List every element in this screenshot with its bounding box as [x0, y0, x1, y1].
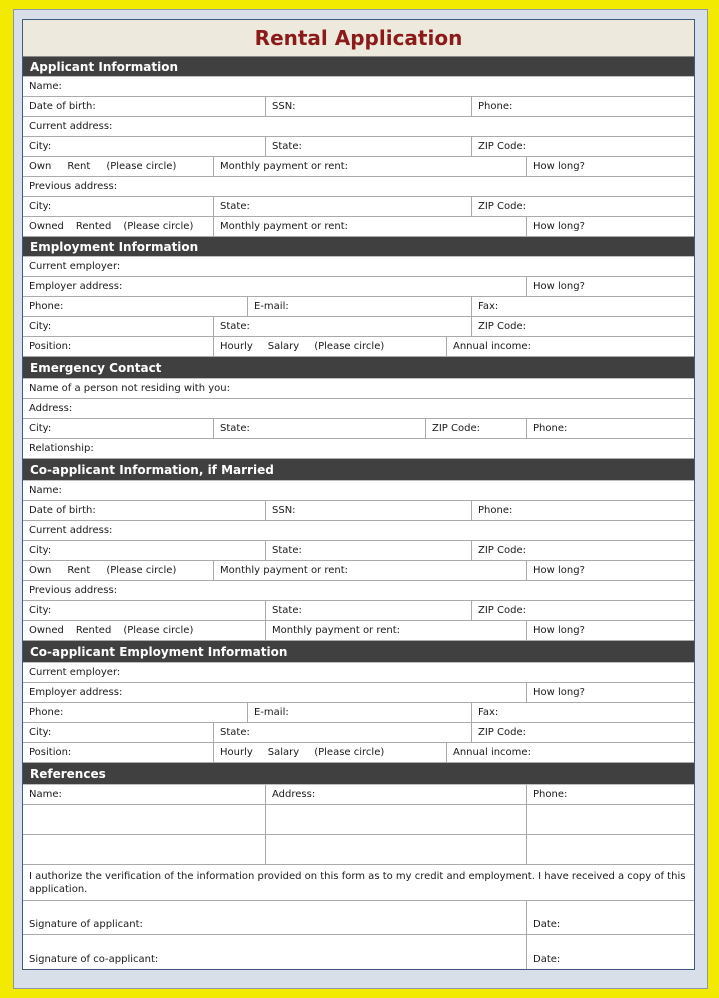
- coapplicant-previous-address-field[interactable]: Previous address:: [29, 585, 118, 596]
- employer-fax-field[interactable]: Fax:: [478, 301, 499, 312]
- applicant-prev-how-long-field[interactable]: How long?: [533, 221, 585, 232]
- co-employment-position-row: [23, 743, 694, 763]
- co-employer-city-field[interactable]: City:: [23, 723, 214, 742]
- reference-address-cell[interactable]: [266, 805, 527, 834]
- salary-option[interactable]: Salary: [267, 747, 300, 758]
- co-annual-income-field[interactable]: Annual income:: [453, 747, 531, 758]
- emergency-name-field[interactable]: Name of a person not residing with you:: [29, 383, 230, 394]
- current-employer-field[interactable]: Current employer:: [29, 261, 121, 272]
- applicant-owned-rented-row: [23, 217, 694, 237]
- applicant-ssn-field[interactable]: SSN:: [266, 97, 472, 116]
- applicant-signature-field[interactable]: Signature of applicant:: [23, 901, 527, 934]
- co-employer-state-field[interactable]: State:: [214, 723, 472, 742]
- owned-option[interactable]: Owned: [29, 221, 64, 232]
- applicant-prev-monthly-payment-field[interactable]: Monthly payment or rent:: [214, 217, 527, 236]
- co-employer-address-field[interactable]: Employer address:: [23, 683, 527, 702]
- co-current-employer-field[interactable]: Current employer:: [29, 667, 121, 678]
- applicant-city-row: [23, 137, 694, 157]
- owned-option[interactable]: Owned: [29, 625, 64, 636]
- reference-phone-cell[interactable]: [527, 805, 694, 834]
- reference-row: [23, 835, 694, 865]
- coapplicant-current-address-field[interactable]: Current address:: [29, 525, 113, 536]
- coapplicant-previous-address-row: [23, 581, 694, 601]
- co-employer-fax-field[interactable]: Fax:: [478, 707, 499, 718]
- employer-state-field[interactable]: State:: [214, 317, 472, 336]
- applicant-current-address-row: [23, 117, 694, 137]
- section-employment-information: Employment Information: [23, 237, 694, 257]
- co-position-field[interactable]: Position:: [23, 743, 214, 762]
- coapplicant-signature-row: [23, 935, 694, 969]
- co-employment-how-long-field[interactable]: How long?: [533, 687, 585, 698]
- section-applicant-information: Applicant Information: [23, 57, 694, 77]
- applicant-how-long-field[interactable]: How long?: [533, 161, 585, 172]
- applicant-monthly-payment-field[interactable]: Monthly payment or rent:: [214, 157, 527, 176]
- please-circle-note: (Please circle): [123, 221, 194, 232]
- applicant-prev-city-field[interactable]: City:: [23, 197, 214, 216]
- coapplicant-owned-rented-choice[interactable]: [23, 621, 266, 640]
- coapplicant-dob-field[interactable]: Date of birth:: [23, 501, 266, 520]
- employment-position-row: [23, 337, 694, 357]
- coapplicant-zip-field[interactable]: ZIP Code:: [478, 545, 526, 556]
- reference-name-header: Name:: [23, 785, 266, 804]
- emergency-relationship-field[interactable]: Relationship:: [29, 443, 94, 454]
- references-header-row: [23, 785, 694, 805]
- applicant-signature-date-field[interactable]: Date:: [533, 919, 561, 930]
- employment-current-employer-row: [23, 257, 694, 277]
- coapplicant-own-rent-choice[interactable]: [23, 561, 214, 580]
- rent-option[interactable]: Rent: [67, 565, 91, 576]
- hourly-option[interactable]: Hourly: [220, 341, 253, 352]
- reference-name-cell[interactable]: [23, 805, 266, 834]
- emergency-address-row: [23, 399, 694, 419]
- emergency-relationship-row: [23, 439, 694, 459]
- coapplicant-how-long-field[interactable]: How long?: [533, 565, 585, 576]
- coapplicant-ssn-field[interactable]: SSN:: [266, 501, 472, 520]
- rented-option[interactable]: Rented: [75, 221, 112, 232]
- coapplicant-owned-rented-row: [23, 621, 694, 641]
- applicant-name-row: [23, 77, 694, 97]
- employer-city-field[interactable]: City:: [23, 317, 214, 336]
- applicant-previous-address-row: [23, 177, 694, 197]
- own-option[interactable]: Own: [29, 161, 52, 172]
- coapplicant-current-address-row: [23, 521, 694, 541]
- emergency-phone-field[interactable]: Phone:: [533, 423, 568, 434]
- coapplicant-monthly-payment-field[interactable]: Monthly payment or rent:: [214, 561, 527, 580]
- applicant-dob-row: [23, 97, 694, 117]
- reference-address-header: Address:: [266, 785, 527, 804]
- applicant-prev-zip-field[interactable]: ZIP Code:: [478, 201, 526, 212]
- employment-phone-row: [23, 297, 694, 317]
- own-option[interactable]: Own: [29, 565, 52, 576]
- reference-address-cell[interactable]: [266, 835, 527, 864]
- section-emergency-contact: Emergency Contact: [23, 357, 694, 379]
- employer-phone-field[interactable]: Phone:: [23, 297, 248, 316]
- please-circle-note: (Please circle): [106, 161, 177, 172]
- co-employer-zip-field[interactable]: ZIP Code:: [478, 727, 526, 738]
- applicant-name-field[interactable]: Name:: [29, 81, 62, 92]
- employment-city-row: [23, 317, 694, 337]
- rental-application-form: [22, 19, 695, 970]
- please-circle-note: (Please circle): [314, 747, 385, 758]
- emergency-state-field[interactable]: State:: [214, 419, 426, 438]
- form-title: Rental Application: [23, 20, 694, 57]
- co-employer-phone-field[interactable]: Phone:: [23, 703, 248, 722]
- rent-option[interactable]: Rent: [67, 161, 91, 172]
- co-employment-current-employer-row: [23, 663, 694, 683]
- reference-name-cell[interactable]: [23, 835, 266, 864]
- employment-address-row: [23, 277, 694, 297]
- applicant-prev-city-row: [23, 197, 694, 217]
- emergency-address-field[interactable]: Address:: [29, 403, 73, 414]
- annual-income-field[interactable]: Annual income:: [453, 341, 531, 352]
- section-coapplicant-employment: Co-applicant Employment Information: [23, 641, 694, 663]
- applicant-own-rent-choice[interactable]: [23, 157, 214, 176]
- applicant-city-field[interactable]: City:: [23, 137, 266, 156]
- applicant-zip-field[interactable]: ZIP Code:: [478, 141, 526, 152]
- co-employment-city-row: [23, 723, 694, 743]
- reference-phone-cell[interactable]: [527, 835, 694, 864]
- applicant-owned-rented-choice[interactable]: [23, 217, 214, 236]
- coapplicant-prev-city-field[interactable]: City:: [23, 601, 266, 620]
- employer-zip-field[interactable]: ZIP Code:: [478, 321, 526, 332]
- coapplicant-prev-monthly-payment-field[interactable]: Monthly payment or rent:: [266, 621, 527, 640]
- emergency-name-row: [23, 379, 694, 399]
- applicant-state-field[interactable]: State:: [266, 137, 472, 156]
- coapplicant-own-rent-row: [23, 561, 694, 581]
- coapplicant-name-field[interactable]: Name:: [29, 485, 62, 496]
- section-references: References: [23, 763, 694, 785]
- coapplicant-name-row: [23, 481, 694, 501]
- employer-email-field[interactable]: E-mail:: [248, 297, 472, 316]
- coapplicant-dob-row: [23, 501, 694, 521]
- coapplicant-signature-field[interactable]: Signature of co-applicant:: [23, 935, 527, 969]
- section-coapplicant-information: Co-applicant Information, if Married: [23, 459, 694, 481]
- coapplicant-prev-city-row: [23, 601, 694, 621]
- authorization-statement: I authorize the verification of the information provided on this form as to my credit and employment. I have received a copy of this application.: [23, 865, 694, 901]
- hourly-salary-choice[interactable]: [214, 337, 447, 356]
- reference-row: [23, 805, 694, 835]
- coapplicant-phone-field[interactable]: Phone:: [478, 505, 513, 516]
- applicant-current-address-field[interactable]: Current address:: [29, 121, 113, 132]
- coapplicant-signature-date-field[interactable]: Date:: [533, 954, 561, 965]
- hourly-option[interactable]: Hourly: [220, 747, 253, 758]
- applicant-prev-state-field[interactable]: State:: [214, 197, 472, 216]
- co-hourly-salary-choice[interactable]: [214, 743, 447, 762]
- applicant-phone-field[interactable]: Phone:: [478, 101, 513, 112]
- co-employment-address-row: [23, 683, 694, 703]
- applicant-signature-row: [23, 901, 694, 935]
- emergency-city-field[interactable]: City:: [23, 419, 214, 438]
- co-employer-email-field[interactable]: E-mail:: [248, 703, 472, 722]
- coapplicant-prev-zip-field[interactable]: ZIP Code:: [478, 605, 526, 616]
- applicant-previous-address-field[interactable]: Previous address:: [29, 181, 118, 192]
- reference-phone-header: Phone:: [533, 789, 568, 800]
- please-circle-note: (Please circle): [314, 341, 385, 352]
- coapplicant-prev-how-long-field[interactable]: How long?: [533, 625, 585, 636]
- position-field[interactable]: Position:: [23, 337, 214, 356]
- coapplicant-city-row: [23, 541, 694, 561]
- coapplicant-city-field[interactable]: City:: [23, 541, 266, 560]
- coapplicant-state-field[interactable]: State:: [266, 541, 472, 560]
- please-circle-note: (Please circle): [106, 565, 177, 576]
- emergency-zip-field[interactable]: ZIP Code:: [426, 419, 527, 438]
- co-employment-phone-row: [23, 703, 694, 723]
- employer-address-field[interactable]: Employer address:: [23, 277, 527, 296]
- salary-option[interactable]: Salary: [267, 341, 300, 352]
- please-circle-note: (Please circle): [123, 625, 194, 636]
- applicant-dob-field[interactable]: Date of birth:: [23, 97, 266, 116]
- rented-option[interactable]: Rented: [75, 625, 112, 636]
- emergency-city-row: [23, 419, 694, 439]
- applicant-own-rent-row: [23, 157, 694, 177]
- coapplicant-prev-state-field[interactable]: State:: [266, 601, 472, 620]
- employment-how-long-field[interactable]: How long?: [533, 281, 585, 292]
